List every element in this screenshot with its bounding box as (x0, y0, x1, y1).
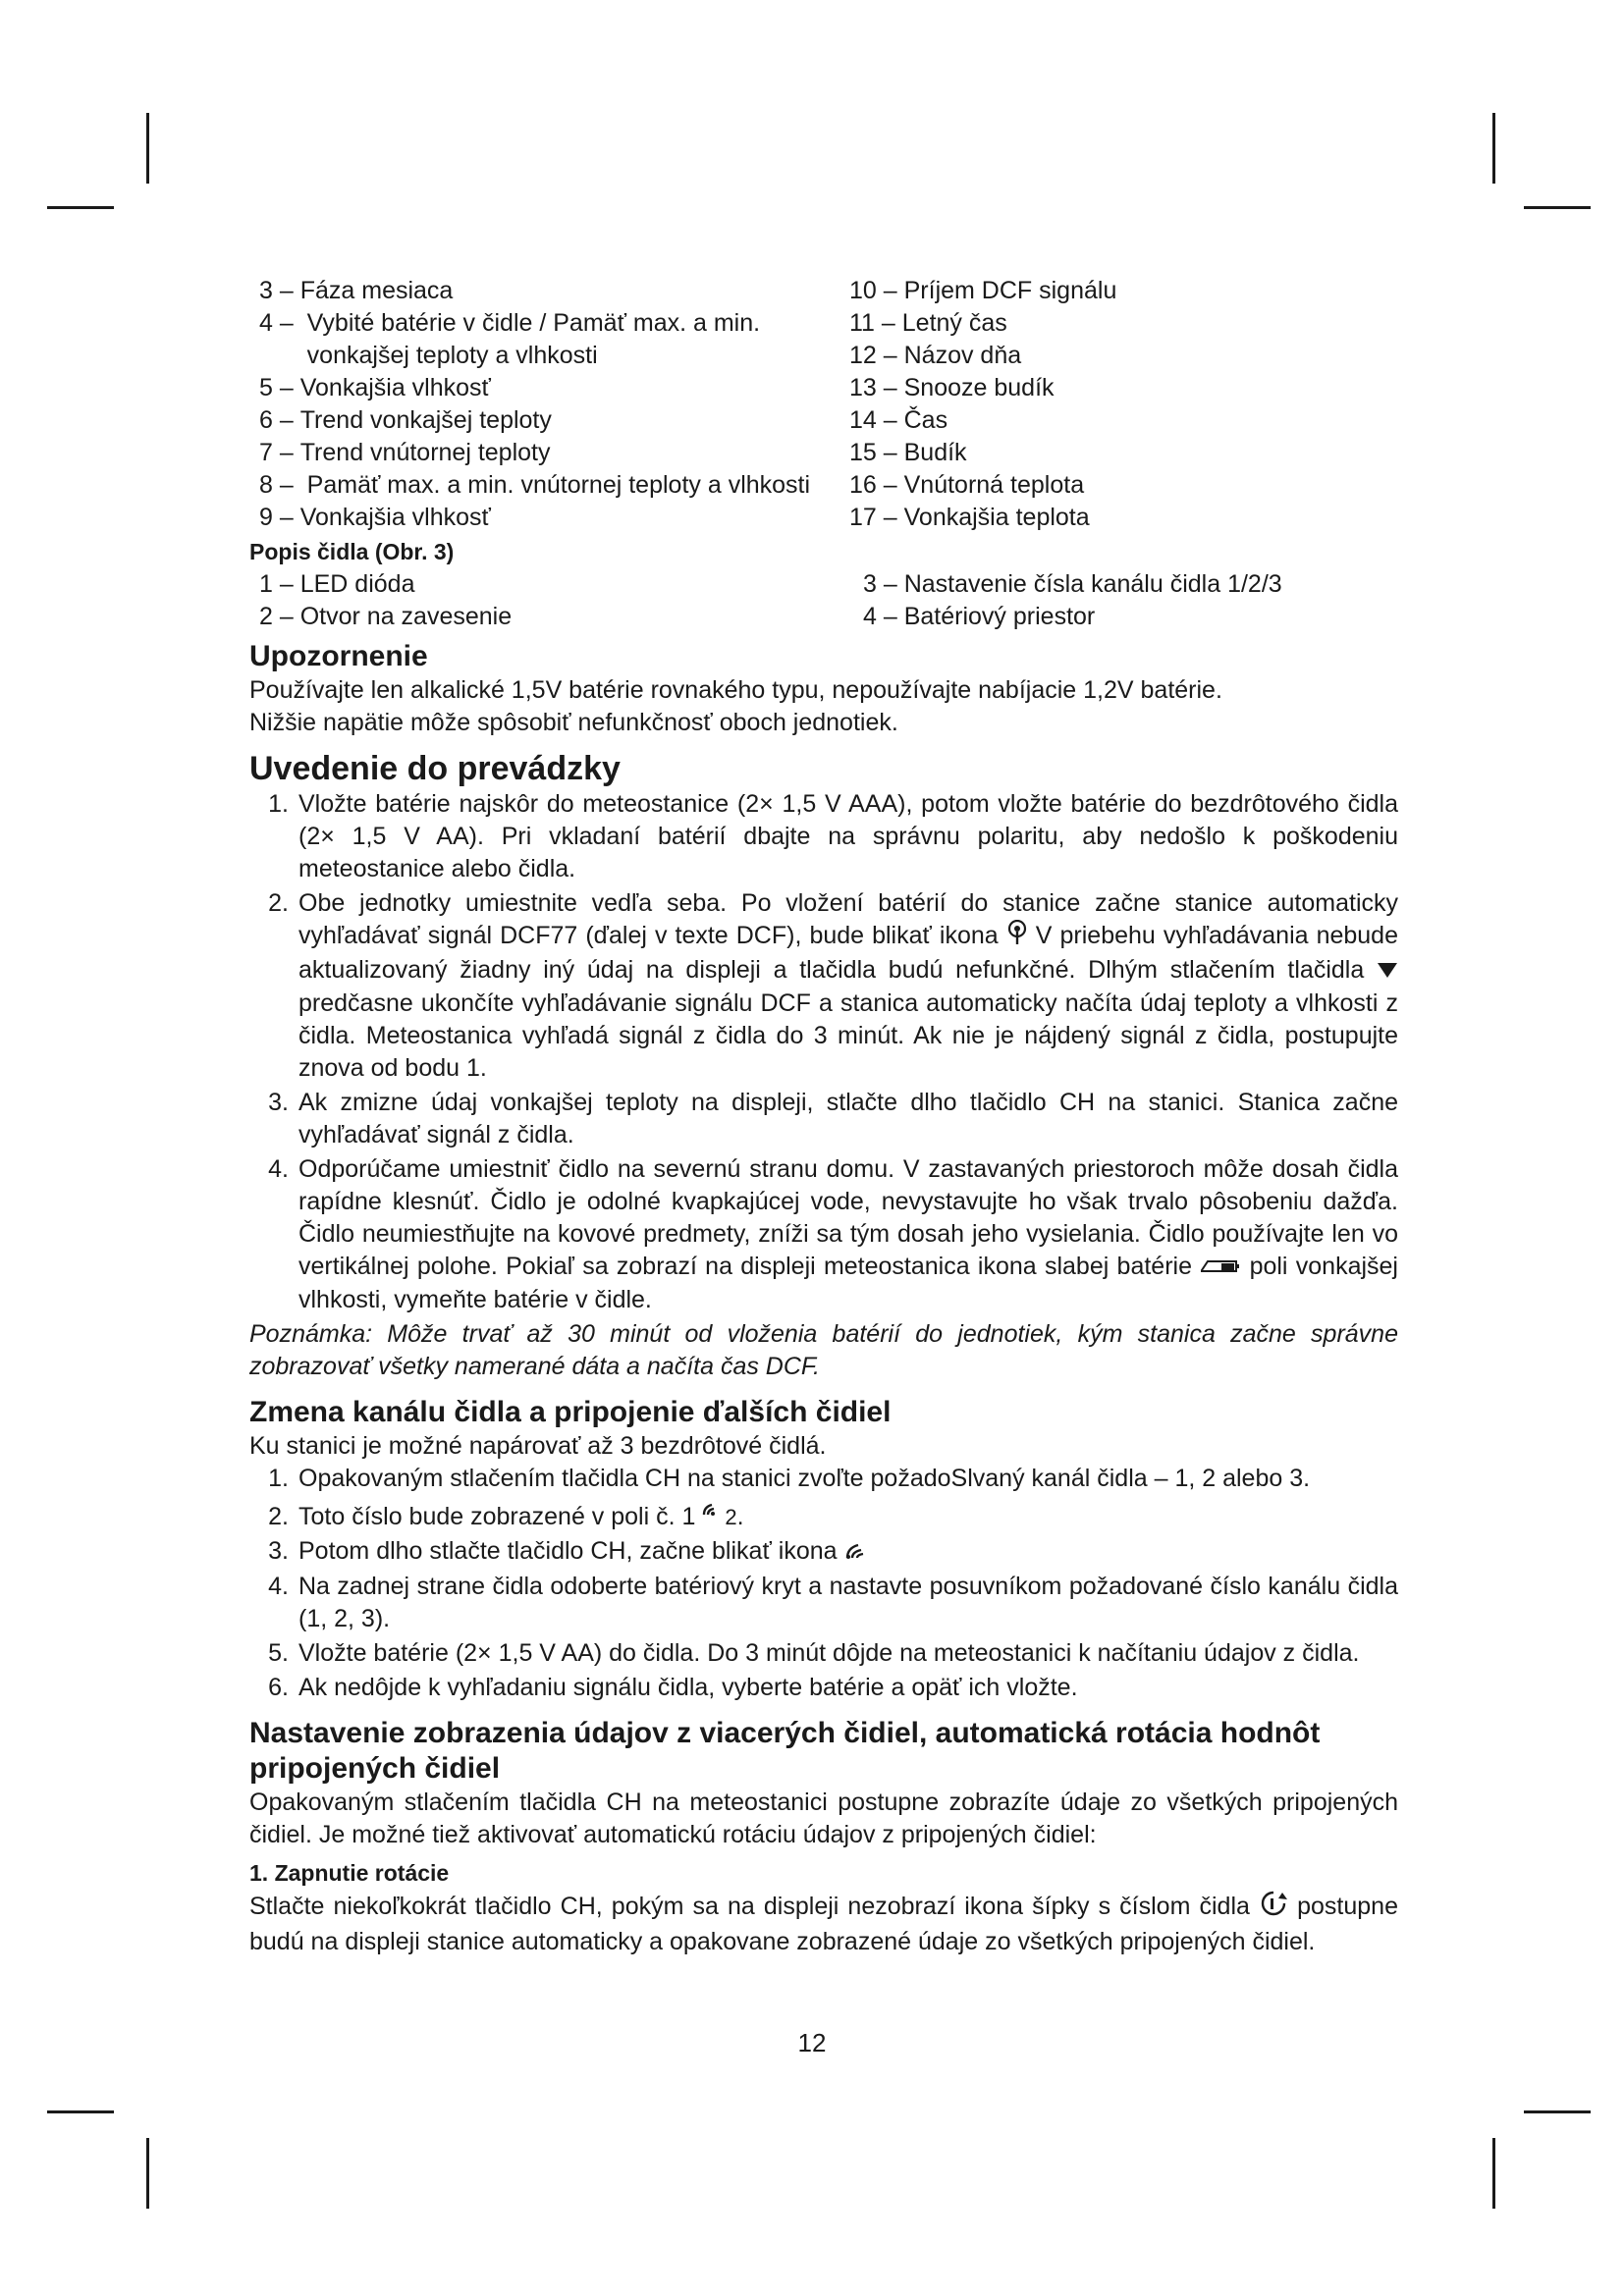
legend-item: 4 – Batériový priestor (863, 603, 1096, 630)
legend-item: 10 – Príjem DCF signálu (849, 277, 1117, 304)
legend-item: 17 – Vonkajšia teplota (849, 504, 1090, 531)
legend-item: 4 – Vybité batérie v čidle / Pamäť max. a min. vonkajšej teploty a vlhkosti (259, 309, 761, 369)
channel-heading: Zmena kanálu čidla a pripojenie ďalších čidiel (249, 1395, 892, 1428)
low-battery-icon (1200, 1252, 1241, 1284)
list-item: 5. Vložte batérie (2× 1,5 V AA) do čidla. Do 3 minút dôjde na meteostanici k načítaniu údajov z čidla. (268, 1638, 1360, 1667)
warning-heading: Upozornenie (249, 640, 428, 672)
sensor-desc-left (249, 568, 863, 633)
display-legend (249, 275, 1398, 534)
crop-mark (146, 113, 149, 184)
legend-item: 8 – Pamäť max. a min. vnútornej teploty a vlhkosti (259, 471, 811, 499)
display-legend-left (249, 275, 849, 534)
page-content (249, 275, 1398, 1958)
legend-item: 12 – Názov dňa (849, 342, 1022, 369)
list-item: 6. Ak nedôjde k vyhľadaniu signálu čidla, vyberte batérie a opäť ich vložte. (268, 1673, 1078, 1701)
startup-steps (249, 788, 1398, 1316)
legend-item: 1 – LED dióda (259, 570, 415, 598)
list-item: 4. Na zadnej strane čidla odoberte batériový kryt a nastavte posuvníkom požadované číslo kanálu čidla (1, 2, 3). (268, 1572, 1398, 1632)
legend-item: 16 – Vnútorná teplota (849, 471, 1085, 499)
signal-waves-icon (702, 1493, 718, 1525)
rotation-subheading: 1. Zapnutie rotácie (249, 1859, 450, 1886)
crop-mark (1524, 2110, 1591, 2113)
rotation-text: Stlačte niekoľkokrát tlačidlo CH, pokým sa na displeji nezobrazí ikona šípky s číslom čidla postupne budú na displeji stanice automaticky a opakovane zobrazené údaje zo všetkých pripojených čidiel. (249, 1890, 1398, 1958)
list-item: 1. Opakovaným stlačením tlačidla CH na stanici zvoľte požadoSlvaný kanál čidla – 1, 2 alebo 3. (268, 1464, 1311, 1492)
display-legend-right (849, 275, 1398, 534)
legend-item: 15 – Budík (849, 439, 967, 466)
rotation-intro: Opakovaným stlačením tlačidla CH na meteostanici postupne zobrazíte údaje zo všetkých pripojených čidiel. Je možné tiež aktivovať automatickú rotáciu údajov z pripojených čidiel: (249, 1788, 1398, 1848)
legend-item: 13 – Snooze budík (849, 374, 1055, 401)
legend-item: 11 – Letný čas (849, 309, 1007, 337)
legend-item: 7 – Trend vnútornej teploty (259, 439, 551, 466)
sensor-desc (249, 568, 1398, 633)
dcf-antenna-icon (1006, 920, 1028, 954)
channel-intro: Ku stanici je možné napárovať až 3 bezdrôtové čidlá. (249, 1431, 827, 1460)
list-item: 3. Ak zmizne údaj vonkajšej teploty na displeji, stlačte dlho tlačidlo CH na stanici. Stanica začne vyhľadávať signál z čidla. (268, 1088, 1398, 1148)
list-item: 3. Potom dlho stlačte tlačidlo CH, začne blikať ikona (249, 1535, 1398, 1569)
page-number: 12 (797, 2028, 827, 2057)
legend-item: 9 – Vonkajšia vlhkosť (259, 504, 491, 531)
channel-steps (249, 1463, 1398, 1704)
crop-mark (47, 2110, 114, 2113)
startup-note: Poznámka: Môže trvať až 30 minút od vloženia batérií do jednotiek, kým stanica začne správne zobrazovať všetky namerané dáta a načíta čas DCF. (249, 1319, 1398, 1380)
sensor-desc-heading: Popis čidla (Obr. 3) (249, 539, 455, 564)
warning-text: Používajte len alkalické 1,5V batérie rovnakého typu, nepoužívajte nabíjacie 1,2V batérie. (249, 676, 1222, 704)
legend-item: 3 – Nastavenie čísla kanálu čidla 1/2/3 (863, 570, 1282, 598)
crop-mark (1492, 2138, 1495, 2209)
crop-mark (1524, 206, 1591, 209)
crop-mark (47, 206, 114, 209)
list-item: 1. Vložte batérie najskôr do meteostanice (2× 1,5 V AAA), potom vložte batérie do bezdrôtového čidla (2× 1,5 V AA). Pri vkladaní batérií dbajte na správnu polaritu, aby nedošlo k poškodeniu meteostanice alebo čidla. (268, 790, 1398, 882)
legend-item: 6 – Trend vonkajšej teploty (259, 406, 552, 434)
rotation-arrow-icon (1259, 1890, 1288, 1926)
list-item: 2. Toto číslo bude zobrazené v poli č. 1 2. (249, 1501, 1398, 1533)
list-item: 4. Odporúčame umiestniť čidlo na severnú stranu domu. V zastavaných priestoroch môže dosah čidla rapídne klesnúť. Čidlo je odolné kvapkajúcej vode, nevystavujte ho však trvalo pôsobeniu dažďa. Čidlo neumiestňujte na kovové predmety, zníži sa tým dosah jeho vysielania. Čidlo používajte len vo vertikálnej polohe. Pokiaľ sa zobrazí na displeji meteostanica ikona slabej batérie poli vonkajšej vlhkosti, vymeňte batérie v čidle. (268, 1154, 1398, 1313)
legend-item: 3 – Fáza mesiaca (259, 277, 454, 304)
signal-waves-icon (844, 1536, 866, 1569)
rotation-heading: Nastavenie zobrazenia údajov z viacerých čidiel, automatická rotácia hodnôt pripojených čidiel (249, 1716, 1321, 1785)
legend-item: 2 – Otvor na zavesenie (259, 603, 513, 630)
crop-mark (1492, 113, 1495, 184)
sensor-desc-right (863, 568, 1398, 633)
list-item: 2. Obe jednotky umiestnite vedľa seba. Po vložení batérií do stanice začne stanice automaticky vyhľadávať signál DCF77 (ďalej v texte DCF), bude blikať ikona V priebehu vyhľadávania nebude aktualizovaný žiadny iný údaj na displeji a tlačidla budú nefunkčné. Dlhým stlačením tlačidla predčasne ukončíte vyhľadávanie signálu DCF a stanica automaticky načíta údaj teploty a vlhkosti z čidla. Meteostanica vyhľadá signál z čidla do 3 minút. Ak nie je nájdený signál z čidla, postupujte znova od bodu 1. (268, 889, 1398, 1082)
crop-mark (146, 2138, 149, 2209)
legend-item: 14 – Čas (849, 406, 948, 434)
startup-heading: Uvedenie do prevádzky (249, 750, 621, 787)
channel-glyph: 2 (725, 1504, 737, 1529)
warning-text: Nižšie napätie môže spôsobiť nefunkčnosť oboch jednotiek. (249, 709, 898, 736)
legend-item: 5 – Vonkajšia vlhkosť (259, 374, 491, 401)
down-triangle-icon (1377, 955, 1398, 988)
